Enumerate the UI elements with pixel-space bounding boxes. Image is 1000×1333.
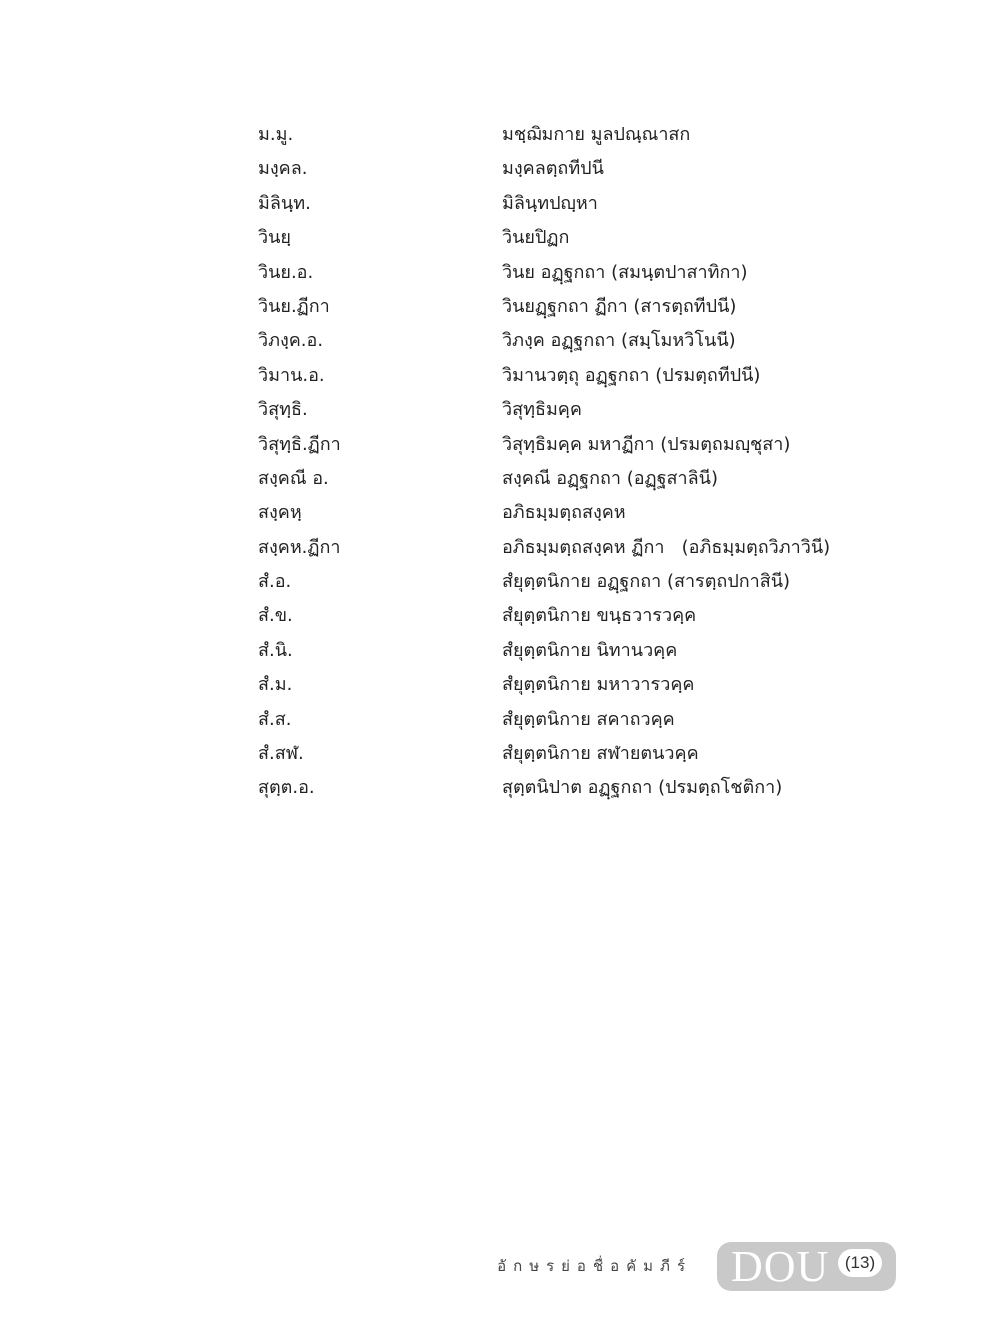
full-title: วินยปิฏก — [502, 227, 570, 249]
abbreviation-row — [258, 634, 898, 668]
full-title: สํยุตฺตนิกาย นิทานวคฺค — [502, 639, 678, 661]
abbreviation-row — [258, 565, 898, 599]
abbreviation: สงฺคห.ฏีกา — [258, 536, 341, 558]
full-title: วิภงฺค อฏฺฐกถา (สมฺโมหวิโนนี) — [502, 330, 736, 352]
abbreviation: สํ.อ. — [258, 571, 292, 593]
abbreviation-row — [258, 118, 898, 152]
full-title: มงฺคลตฺถทีปนี — [502, 158, 604, 180]
abbreviation: วินย.ฏีกา — [258, 295, 330, 317]
abbreviation-row — [258, 771, 898, 805]
abbreviation-row — [258, 531, 898, 565]
abbreviation-row — [258, 290, 898, 324]
full-title: สํยุตฺตนิกาย ขนฺธวารวคฺค — [502, 605, 697, 627]
abbreviation-row — [258, 393, 898, 427]
abbreviation-row — [258, 324, 898, 358]
abbreviation-row — [258, 359, 898, 393]
full-title: วิสุทฺธิมคฺค มหาฏีกา (ปรมตฺถมญฺชุสา) — [502, 433, 791, 455]
full-title: วิสุทฺธิมคฺค — [502, 399, 582, 421]
full-title: สุตฺตนิปาต อฏฺฐกถา (ปรมตฺถโชติกา) — [502, 777, 783, 799]
abbreviation: สงฺคหฺ — [258, 502, 302, 524]
abbreviation: มงฺคล. — [258, 158, 308, 180]
abbreviation: สงฺคณี อ. — [258, 467, 329, 489]
page-number: (13) — [838, 1249, 882, 1277]
abbreviation-row — [258, 256, 898, 290]
abbreviation-row — [258, 462, 898, 496]
abbreviation-row — [258, 703, 898, 737]
abbreviation: มิลินฺท. — [258, 192, 311, 214]
abbreviation: วิสุทฺธิ. — [258, 399, 308, 421]
full-title: สํยุตฺตนิกาย สฬายตนวคฺค — [502, 743, 699, 765]
page-footer — [0, 1242, 1000, 1292]
full-title: มชฺฌิมกาย มูลปณฺณาสก — [502, 124, 691, 145]
abbreviation-list — [258, 118, 898, 806]
abbreviation-row — [258, 428, 898, 462]
abbreviation: วิภงฺค.อ. — [258, 330, 324, 352]
running-footer-title: อักษรย่อชื่อคัมภีร์ — [497, 1257, 692, 1275]
dou-page-badge — [717, 1242, 896, 1291]
abbreviation: ม.มู. — [258, 124, 294, 145]
abbreviation: วิสุทฺธิ.ฏีกา — [258, 433, 341, 455]
full-title: มิลินฺทปญฺหา — [502, 192, 598, 214]
abbreviation: วินย.อ. — [258, 261, 314, 283]
abbreviation-row — [258, 187, 898, 221]
full-title: สํยุตฺตนิกาย มหาวารวคฺค — [502, 674, 695, 696]
abbreviation: สํ.ม. — [258, 674, 293, 696]
full-title: สํยุตฺตนิกาย อฏฺฐกถา (สารตฺถปกาสินี) — [502, 571, 791, 593]
full-title: อภิธมฺมตฺถสงฺคห ฏีกา (อภิธมฺมตฺถวิภาวินี) — [502, 536, 831, 558]
abbreviation-row — [258, 668, 898, 702]
abbreviation: สํ.ส. — [258, 708, 292, 730]
dou-logo: DOU — [731, 1242, 830, 1291]
abbreviation-row — [258, 221, 898, 255]
abbreviation-row — [258, 152, 898, 186]
full-title: สํยุตฺตนิกาย สคาถวคฺค — [502, 708, 675, 730]
full-title: อภิธมฺมตฺถสงฺคห — [502, 502, 626, 524]
abbreviation: สุตฺต.อ. — [258, 777, 315, 799]
full-title: วินยฏฺฐกถา ฏีกา (สารตฺถทีปนี) — [502, 295, 737, 317]
full-title: วิมานวตฺถุ อฏฺฐกถา (ปรมตฺถทีปนี) — [502, 364, 761, 386]
full-title: วินย อฏฺฐกถา (สมนฺตปาสาทิกา) — [502, 261, 748, 283]
full-title: สงฺคณี อฏฺฐกถา (อฏฺฐสาลินี) — [502, 467, 718, 489]
abbreviation: สํ.ข. — [258, 605, 293, 627]
abbreviation: วินยฺ — [258, 227, 291, 249]
abbreviation-row — [258, 737, 898, 771]
abbreviation: วิมาน.อ. — [258, 364, 325, 386]
abbreviation-row — [258, 496, 898, 530]
abbreviation-row — [258, 599, 898, 633]
abbreviation: สํ.สฬ. — [258, 743, 304, 765]
abbreviation: สํ.นิ. — [258, 639, 293, 661]
